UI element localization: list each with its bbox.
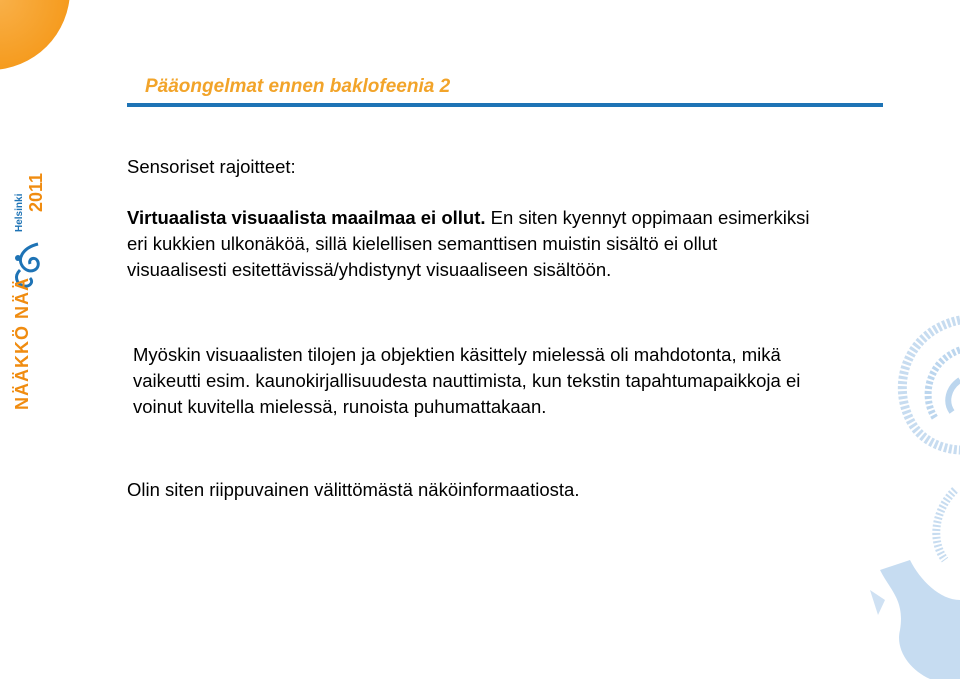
- corner-orange-circle: [0, 0, 70, 70]
- decorative-swirl-graphic: [850, 300, 960, 679]
- paragraph-1-bold: Virtuaalista visuaalista maailmaa ei ollut.: [127, 207, 486, 228]
- paragraph-3: Olin siten riippuvainen välittömästä näköinformaatiosta.: [127, 479, 580, 500]
- paragraph-1: [127, 205, 817, 283]
- slide-title: Pääongelmat ennen baklofeenia 2: [145, 76, 451, 97]
- logo-year: 2011: [26, 172, 46, 212]
- title-underline: [127, 103, 883, 107]
- section-heading: Sensoriset rajoitteet:: [127, 156, 296, 177]
- logo-city: Helsinki: [14, 193, 25, 232]
- paragraph-2: Myöskin visuaalisten tilojen ja objektien käsittely mielessä oli mahdotonta, mikä vaikeutti esim. kaunokirjallisuudesta nauttimista, kun tekstin tapahtumapaikkoja ei voinut kuvitella mielessä, runoista puhumattakaan.: [133, 344, 801, 417]
- paragraph-1-rest: En siten kyennyt oppimaan esimerkiksi eri kukkien ulkonäköä, sillä kielellisen semanttisen muistin sisältö ei ollut visuaalisesti esitettävissä/yhdistynyt visuaaliseen sisältöön.: [127, 207, 810, 280]
- logo-wordmark: NÄÄKKÖ NÄÄ: [12, 277, 32, 410]
